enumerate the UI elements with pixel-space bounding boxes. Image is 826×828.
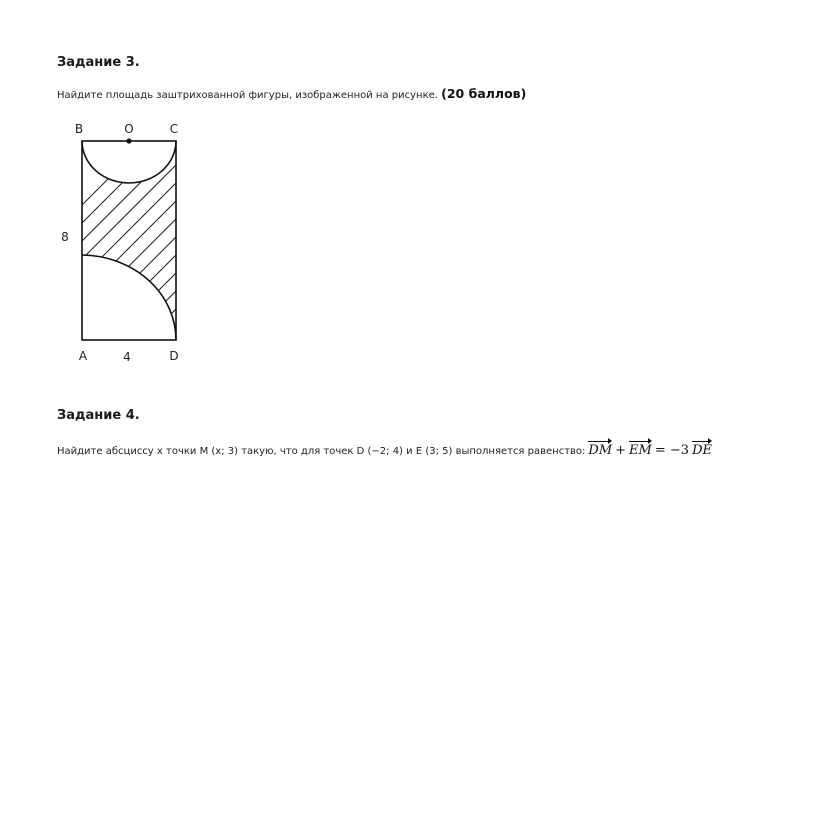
task-3-question: Найдите площадь заштрихованной фигуры, изображенной на рисунке. (57, 90, 438, 101)
geometry-figure (50, 112, 190, 368)
task-3-heading: Задание 3. (57, 55, 140, 70)
task-4-question: Найдите абсциссу x точки M (x; 3) такую, что для точек D (−2; 4) и E (3; 5) выполняется равенство: (57, 446, 586, 457)
task-4-heading: Задание 4. (57, 408, 140, 423)
task-3-points: (20 баллов) (441, 86, 527, 101)
task-3-text (57, 86, 526, 101)
label-d: D (169, 349, 179, 363)
equals-coefficient: = −3 (654, 443, 690, 458)
vector-equation (588, 443, 712, 458)
label-a: A (78, 349, 88, 363)
label-b: B (74, 122, 84, 136)
label-c: C (169, 122, 179, 136)
label-o: O (124, 122, 134, 136)
quarter-circle-arc (82, 255, 176, 340)
hatched-region (75, 112, 190, 368)
label-bottom-length: 4 (123, 350, 131, 364)
label-side-length: 8 (61, 230, 69, 244)
point-o (126, 138, 131, 143)
vector-em: EM (629, 440, 652, 458)
vector-dm: DM (588, 440, 612, 458)
vector-de: DE (692, 440, 712, 458)
plus-sign: + (615, 443, 627, 458)
semicircle-arc (82, 141, 176, 183)
task-4-text (57, 440, 712, 458)
